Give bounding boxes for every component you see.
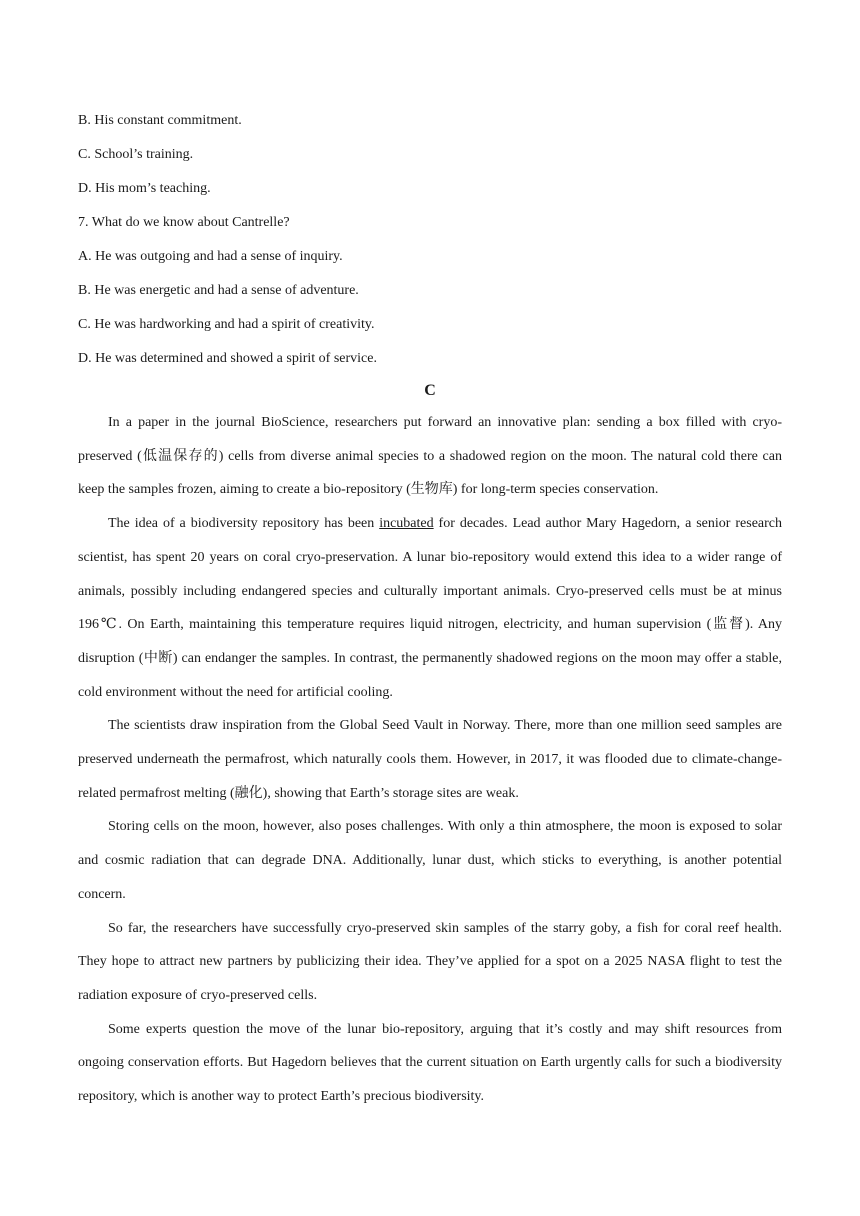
paragraph-2-after: for decades. Lead author Mary Hagedorn, a senior research scientist, has spent 20 years on coral cryo-preservation. A lunar bio-repository would extend this idea to a wider range of animals, possibly including endangered species and culturally important animals. Cryo-preserved cells must be at minus 196℃. On Earth, maintaining this temperature requires liquid nitrogen, electricity, and human supervision (监督). Any disruption (中断) can endanger the samples. In contrast, the permanently shadowed regions on the moon may offer a stable, cold environment without the need for artificial cooling. xyxy=(78,516,783,700)
option-q6-d: D. His mom’s teaching. xyxy=(78,181,211,196)
question-7-stem: 7. What do we know about Cantrelle? xyxy=(78,215,290,230)
paragraph-6: Some experts question the move of the lunar bio-repository, arguing that it’s costly and may shift resources from ongoing conservation efforts. But Hagedorn believes that the current situation on Earth urgently calls for such a biodiversity repository, which is another way to protect Earth’s precious biodiversity. xyxy=(78,1021,782,1105)
section-heading: C xyxy=(424,382,436,399)
paragraph-4: Storing cells on the moon, however, also poses challenges. With only a thin atmosphere, the moon is exposed to solar and cosmic radiation that can degrade DNA. Additionally, lunar dust, which sticks to everything, is another potential concern. xyxy=(78,819,782,902)
option-q7-b: B. He was energetic and had a sense of adventure. xyxy=(78,283,359,298)
option-q7-d: D. He was determined and showed a spirit of service. xyxy=(78,351,377,366)
paragraph-2 xyxy=(78,507,782,709)
option-q7-c: C. He was hardworking and had a spirit of creativity. xyxy=(78,317,375,332)
paragraph-5: So far, the researchers have successfully cryo-preserved skin samples of the starry goby, a fish for coral reef health. They hope to attract new partners by publicizing their idea. They’ve applied for a spot on a 2025 NASA flight to test the radiation exposure of cryo-preserved cells. xyxy=(78,920,782,1003)
paragraph-1: In a paper in the journal BioScience, researchers put forward an innovative plan: sending a box filled with cryo-preserved (低温保存的) cells from diverse animal species to a shadowed region on the moon. The natural cold there can keep the samples frozen, aiming to create a bio-repository (生物库) for long-term species conservation. xyxy=(78,415,782,498)
document-page xyxy=(78,104,782,1114)
paragraph-3: The scientists draw inspiration from the Global Seed Vault in Norway. There, more than one million seed samples are preserved underneath the permafrost, which naturally cools them. However, in 2017, it was flooded due to climate-change-related permafrost melting (融化), showing that Earth’s storage sites are weak. xyxy=(78,718,782,801)
underlined-word: incubated xyxy=(379,516,434,532)
paragraph-2-before: The idea of a biodiversity repository has been xyxy=(108,516,380,532)
option-q6-b: B. His constant commitment. xyxy=(78,113,242,128)
option-q6-c: C. School’s training. xyxy=(78,147,194,162)
option-q7-a: A. He was outgoing and had a sense of inquiry. xyxy=(78,249,343,264)
